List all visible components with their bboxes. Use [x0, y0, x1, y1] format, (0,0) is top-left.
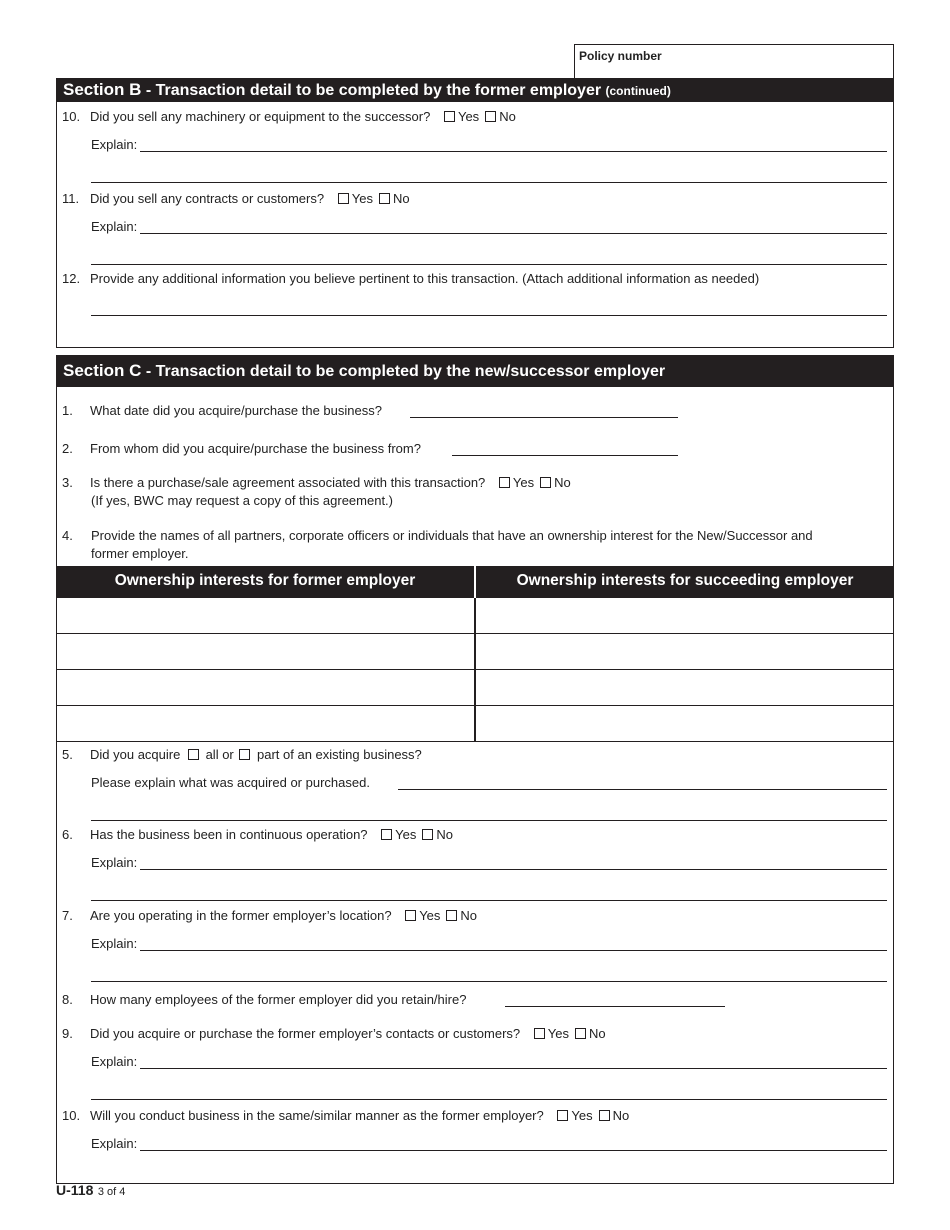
c-q9-text: Did you acquire or purchase the former employer’s contacts or customers? [90, 1026, 521, 1041]
c-q7-yes-checkbox[interactable] [405, 910, 416, 921]
c-q9-number: 9. [62, 1026, 73, 1041]
b-q12-number: 12. [62, 271, 81, 286]
ownership-succeeding-cell-1[interactable] [476, 598, 894, 634]
b-q11-explain-line-1[interactable] [140, 233, 887, 234]
c-q3-note: (If yes, BWC may request a copy of this agreement.) [91, 493, 394, 508]
b-q10-explain-line-1[interactable] [140, 151, 887, 152]
c-q8-answer-line[interactable] [505, 1006, 725, 1007]
c-q6-explain-line-2[interactable] [91, 900, 887, 901]
ownership-former-header: Ownership interests for former employer [114, 572, 416, 589]
b-q11-explain-line-2[interactable] [91, 264, 887, 265]
c-q2-number: 2. [62, 441, 73, 456]
b-q12-text: Provide any additional information you believe pertinent to this transaction. (Attach additional information as needed) [90, 271, 760, 286]
ownership-former-cell-1[interactable] [56, 598, 474, 634]
b-q11-number: 11. [62, 191, 80, 206]
c-q7-yes-no: Yes No [405, 908, 477, 923]
c-q5 [62, 747, 422, 763]
c-q8 [62, 992, 466, 1008]
c-q9-yes-no: Yes No [534, 1026, 606, 1041]
c-q3-no-checkbox[interactable] [540, 477, 551, 488]
c-q7-text: Are you operating in the former employer’s location? [90, 908, 392, 923]
c-q5-text: Did you acquire [90, 747, 181, 762]
ownership-succeeding-header: Ownership interests for succeeding employer [516, 572, 854, 589]
b-q10-yes-no: Yes No [444, 109, 516, 124]
c-q3 [62, 475, 571, 491]
c-q10-explain-label: Explain: [91, 1136, 138, 1151]
page-number: 3 of 4 [97, 1186, 126, 1198]
c-q9-explain-line-2[interactable] [91, 1099, 887, 1100]
c-q6-explain-line-1[interactable] [140, 869, 887, 870]
b-q10-no-checkbox[interactable] [485, 111, 496, 122]
c-q9 [62, 1026, 606, 1042]
b-q10-yes-checkbox[interactable] [444, 111, 455, 122]
c-q7-explain-label: Explain: [91, 936, 138, 951]
c-q5-all-label: all or [205, 747, 234, 762]
ownership-former-cell-4[interactable] [56, 706, 474, 742]
section-c-title-bold: Section C [63, 361, 142, 380]
section-b-title-bold: Section B [63, 80, 142, 99]
c-q7-no-checkbox[interactable] [446, 910, 457, 921]
c-q1-answer-line[interactable] [410, 417, 678, 418]
c-q10-text: Will you conduct business in the same/similar manner as the former employer? [90, 1108, 544, 1123]
c-q6-yes-no: Yes No [381, 827, 453, 842]
c-q8-number: 8. [62, 992, 73, 1007]
c-q5-explain-label: Please explain what was acquired or purchased. [91, 775, 370, 790]
b-q11-no-checkbox[interactable] [379, 193, 390, 204]
b-q11 [62, 191, 410, 207]
b-q11-explain-label: Explain: [91, 219, 138, 234]
c-q5-explain-line-1[interactable] [398, 789, 887, 790]
b-q12 [62, 271, 759, 287]
b-q10 [62, 109, 516, 125]
c-q3-yes-no: Yes No [499, 475, 571, 490]
c-q6-explain-label: Explain: [91, 855, 138, 870]
section-c-header [56, 355, 894, 387]
ownership-table [56, 598, 894, 742]
c-q1 [62, 403, 382, 419]
c-q9-explain-line-1[interactable] [140, 1068, 887, 1069]
policy-number-box[interactable] [574, 44, 894, 78]
section-b-title: - Transaction detail to be completed by the former employer [141, 82, 602, 99]
section-b-continued: (continued) [605, 84, 671, 98]
c-q5-part-checkbox[interactable] [239, 749, 250, 760]
c-q3-yes-checkbox[interactable] [499, 477, 510, 488]
ownership-succeeding-cell-2[interactable] [476, 634, 894, 670]
c-q8-text: How many employees of the former employer did you retain/hire? [90, 992, 467, 1007]
b-q11-text: Did you sell any contracts or customers? [90, 191, 325, 206]
c-q10-no-checkbox[interactable] [599, 1110, 610, 1121]
c-q10-yes-checkbox[interactable] [557, 1110, 568, 1121]
section-c-title: - Transaction detail to be completed by the new/successor employer [141, 363, 666, 380]
c-q9-yes-checkbox[interactable] [534, 1028, 545, 1039]
ownership-former-cell-3[interactable] [56, 670, 474, 706]
c-q4-number: 4. [62, 528, 73, 543]
policy-number-label: Policy number [579, 49, 662, 63]
c-q5-explain-line-2[interactable] [91, 820, 887, 821]
form-id: U-118 [56, 1182, 94, 1198]
c-q3-number: 3. [62, 475, 73, 490]
c-q2 [62, 441, 421, 457]
c-q1-text: What date did you acquire/purchase the business? [90, 403, 382, 418]
c-q10 [62, 1108, 629, 1124]
b-q10-text: Did you sell any machinery or equipment to the successor? [90, 109, 431, 124]
c-q10-number: 10. [62, 1108, 81, 1123]
b-q10-explain-label: Explain: [91, 137, 138, 152]
b-q12-answer-line[interactable] [91, 315, 887, 316]
c-q7 [62, 908, 477, 924]
b-q10-number: 10. [62, 109, 81, 124]
c-q10-explain-line-1[interactable] [140, 1150, 887, 1151]
c-q2-text: From whom did you acquire/purchase the business from? [90, 441, 421, 456]
c-q1-number: 1. [62, 403, 73, 418]
c-q7-number: 7. [62, 908, 73, 923]
c-q6-number: 6. [62, 827, 73, 842]
c-q7-explain-line-1[interactable] [140, 950, 887, 951]
c-q5-all-checkbox[interactable] [188, 749, 199, 760]
c-q2-answer-line[interactable] [452, 455, 678, 456]
c-q3-text: Is there a purchase/sale agreement associated with this transaction? [90, 475, 486, 490]
c-q10-yes-no: Yes No [557, 1108, 629, 1123]
c-q6-text: Has the business been in continuous operation? [90, 827, 368, 842]
ownership-succeeding-cell-4[interactable] [476, 706, 894, 742]
c-q4-text-line-2: former employer. [91, 546, 189, 561]
c-q5-part-label: part of an existing business? [257, 747, 422, 762]
ownership-table-header [56, 566, 894, 598]
c-q9-no-checkbox[interactable] [575, 1028, 586, 1039]
b-q10-explain-line-2[interactable] [91, 182, 887, 183]
c-q6-no-checkbox[interactable] [422, 829, 433, 840]
page-footer [56, 1182, 125, 1200]
c-q9-explain-label: Explain: [91, 1054, 138, 1069]
b-q11-yes-checkbox[interactable] [338, 193, 349, 204]
ownership-former-cell-2[interactable] [56, 634, 474, 670]
c-q6-yes-checkbox[interactable] [381, 829, 392, 840]
ownership-succeeding-cell-3[interactable] [476, 670, 894, 706]
b-q11-yes-no: Yes No [338, 191, 410, 206]
c-q4-text-line-1: Provide the names of all partners, corporate officers or individuals that have an ownership interest for the New/Successor and [91, 528, 813, 543]
c-q7-explain-line-2[interactable] [91, 981, 887, 982]
c-q6 [62, 827, 453, 843]
section-b-header [56, 78, 894, 102]
c-q5-number: 5. [62, 747, 73, 762]
